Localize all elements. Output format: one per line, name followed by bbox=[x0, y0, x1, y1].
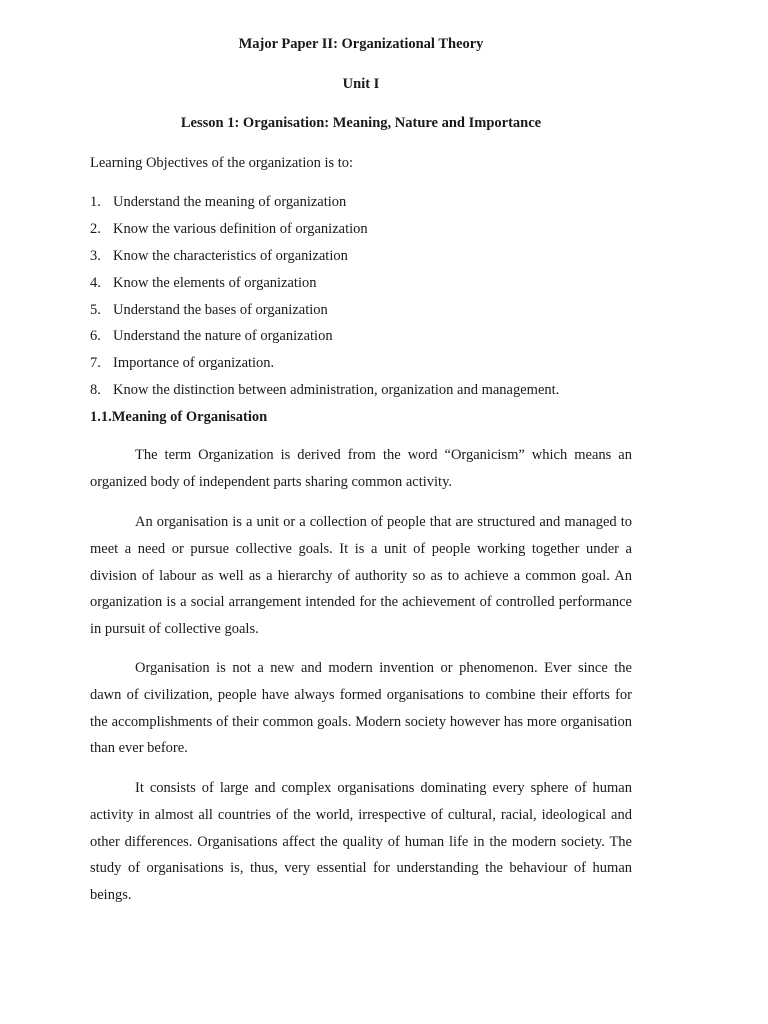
paragraph: Organisation is not a new and modern invention or phenomenon. Ever since the dawn of civilization, people have always formed organisations to combine their efforts for the accomplishments of their common goals. Modern society however has more organisation than ever before. bbox=[90, 660, 632, 757]
list-number: 5. bbox=[90, 301, 101, 318]
list-text: Know the distinction between administration, organization and management. bbox=[113, 382, 560, 399]
list-number: 8. bbox=[90, 382, 101, 399]
paragraph: An organisation is a unit or a collection of people that are structured and managed to meet a need or pursue collective goals. It is a unit of people working together under a division of labour as well as a hierarchy of authority so as to achieve a common goal. An organization is a social arrangement intended for the achievement of controlled performance in pursuit of collective goals. bbox=[90, 514, 632, 638]
list-number: 7. bbox=[90, 355, 101, 372]
paragraph: It consists of large and complex organisations dominating every sphere of human activity in almost all countries of the world, irrespective of cultural, racial, ideological and other differences. Organisations affect the quality of human life in the modern society. The study of organisations is, thus, very essential for understanding the behaviour of human beings. bbox=[90, 780, 632, 904]
paragraph: The term Organization is derived from the word “Organicism” which means an organized body of independent parts sharing common activity. bbox=[90, 447, 632, 490]
list-number: 2. bbox=[90, 220, 101, 237]
list-text: Know the various definition of organization bbox=[113, 220, 368, 237]
paper-title: Major Paper II: Organizational Theory bbox=[238, 36, 484, 52]
lesson-title: Lesson 1: Organisation: Meaning, Nature and Importance bbox=[180, 115, 542, 131]
list-text: Importance of organization. bbox=[113, 355, 275, 372]
list-text: Know the characteristics of organization bbox=[113, 247, 348, 264]
list-item bbox=[90, 327, 559, 354]
list-number: 3. bbox=[90, 247, 101, 264]
list-text: Understand the nature of organization bbox=[113, 328, 333, 345]
list-number: 4. bbox=[90, 274, 101, 291]
list-text: Understand the meaning of organization bbox=[113, 194, 347, 210]
list-item bbox=[90, 220, 559, 247]
list-item bbox=[90, 193, 559, 220]
list-item bbox=[90, 354, 559, 381]
section-heading: 1.1.Meaning of Organisation bbox=[90, 409, 268, 425]
objectives-list bbox=[90, 193, 559, 408]
list-item bbox=[90, 274, 559, 301]
list-text: Know the elements of organization bbox=[113, 274, 317, 291]
list-item bbox=[90, 381, 559, 408]
list-item bbox=[90, 301, 559, 328]
list-number: 6. bbox=[90, 328, 101, 345]
list-number: 1. bbox=[90, 194, 101, 210]
objectives-intro: Learning Objectives of the organization is to: bbox=[90, 155, 354, 171]
list-item bbox=[90, 247, 559, 274]
list-text: Understand the bases of organization bbox=[113, 301, 328, 318]
unit-title: Unit I bbox=[342, 76, 380, 92]
